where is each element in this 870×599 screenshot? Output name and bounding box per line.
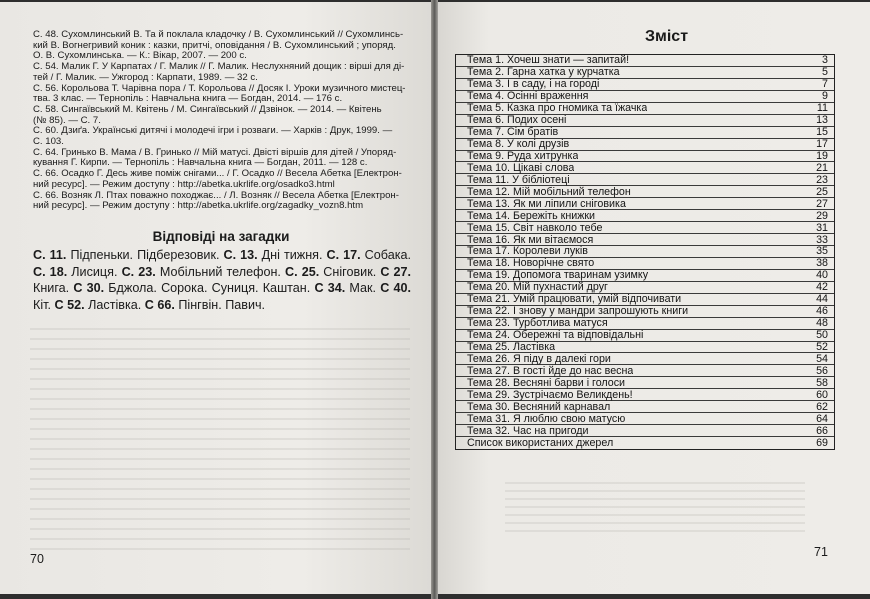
toc-row — [456, 270, 834, 282]
toc-entry-page: 7 — [822, 78, 828, 91]
answer-text: Лисиця. — [67, 264, 122, 279]
toc-entry-title: Тема 23. Турботлива матуся — [467, 317, 608, 330]
toc-entry-page: 13 — [816, 114, 828, 127]
toc-entry-page: 27 — [816, 197, 828, 210]
answer-page-ref: С 52. — [54, 297, 85, 312]
toc-row — [456, 318, 834, 330]
toc-entry-title: Тема 3. І в саду, і на городі — [467, 78, 600, 91]
toc-entry-title: Тема 2. Гарна хатка у курчатка — [467, 66, 620, 79]
toc-entry-title: Тема 12. Мій мобільний телефон — [467, 185, 631, 198]
toc-entry-page: 11 — [816, 102, 828, 115]
toc-entry-page: 40 — [816, 269, 828, 282]
toc-entry-page: 66 — [816, 424, 828, 437]
answer-page-ref: С. 23. — [121, 264, 156, 279]
toc-entry-page: 48 — [816, 317, 828, 330]
toc-entry-title: Тема 29. Зустрічаємо Великдень! — [467, 388, 633, 401]
toc-entry-title: Тема 7. Сім братів — [467, 126, 559, 139]
toc-row — [456, 115, 834, 127]
answer-page-ref: С. 13. — [223, 248, 258, 262]
toc-entry-page: 69 — [816, 436, 828, 449]
reference-line: С. 54. Малик Г. У Карпатах / Г. Малик // Г. Малик. Неслухняний дощик : вірші для ді- — [33, 61, 405, 73]
references-list — [33, 30, 409, 212]
table-of-contents — [455, 54, 835, 450]
toc-entry-title: Тема 11. У бібліотеці — [467, 173, 570, 186]
toc-entry-page: 56 — [816, 364, 828, 377]
toc-row — [456, 103, 834, 115]
toc-row — [456, 401, 834, 413]
toc-entry-title: Тема 20. Мій пухнастий друг — [467, 281, 608, 294]
toc-entry-page: 17 — [816, 138, 828, 151]
toc-entry-page: 35 — [816, 245, 828, 258]
answer-page-ref: С 27. — [380, 264, 412, 279]
answer-page-ref: С. 11. — [33, 248, 67, 262]
answer-page-ref: С. 18. — [33, 264, 68, 279]
toc-entry-title: Тема 5. Казка про гномика та їжачка — [467, 102, 648, 115]
toc-row — [456, 342, 834, 354]
answer-text: Дні тижня. — [257, 248, 327, 262]
toc-row — [456, 258, 834, 270]
answer-page-ref: С. 17. — [326, 248, 361, 262]
answer-text: Сніговик. — [319, 264, 381, 279]
toc-entry-title: Тема 27. В гості йде до нас весна — [467, 364, 634, 377]
toc-row — [456, 127, 834, 139]
toc-row — [456, 79, 834, 91]
toc-entry-title: Тема 13. Як ми ліпили сніговика — [467, 197, 626, 210]
reference-line: С. 64. Гринько В. Мама / В. Гринько // Мій матусі. Двісті віршів для дітей / Упоряд- — [33, 146, 397, 158]
answer-text: Підпеньки. Підберезовик. — [66, 248, 224, 262]
toc-entry-page: 38 — [816, 257, 828, 270]
toc-entry-page: 62 — [816, 400, 828, 413]
toc-title: Зміст — [645, 28, 689, 45]
toc-row — [456, 294, 834, 306]
reference-line: тей / Г. Малик. — Ужгород : Карпати, 1989. — 32 с. — [33, 71, 258, 83]
reference-line: кий В. Вогнегривий коник : казки, притчі, оповідання / В. Сухомлинський ; упоряд. — [33, 39, 396, 51]
toc-row — [456, 330, 834, 342]
toc-entry-page: 21 — [816, 161, 828, 174]
toc-row — [456, 174, 834, 186]
reference-line: С. 66. Возняк Л. Птах поважно походжає... / Л. Возняк // Весела Абетка [Електрон- — [33, 189, 399, 201]
book-gutter — [431, 0, 438, 599]
toc-entry-title: Тема 24. Обережні та відповідальні — [467, 329, 644, 342]
toc-entry-title: Тема 17. Королеви луків — [467, 245, 588, 258]
reference-line: С. 56. Корольова Т. Чарівна пора / Т. Корольова // Досяк І. Уроки музичного мистец- — [33, 82, 406, 94]
toc-row — [456, 151, 834, 163]
toc-entry-title: Тема 10. Цікаві слова — [467, 161, 575, 174]
toc-entry-page: 31 — [816, 221, 828, 234]
bleed-through-texture-right — [505, 476, 805, 536]
answer-text: Мак. — [345, 281, 381, 296]
toc-row — [456, 437, 834, 449]
toc-entry-title: Тема 1. Хочеш знати — запитай! — [467, 54, 630, 67]
answer-text: Книга. — [33, 281, 74, 296]
reference-line: С. 66. Осадко Г. Десь живе поміж снігами... / Г. Осадко // Весела Абетка [Електрон- — [33, 168, 402, 180]
toc-entry-title: Тема 19. Допомога тваринам узимку — [467, 269, 649, 282]
toc-entry-page: 15 — [816, 126, 828, 139]
toc-row — [456, 389, 834, 401]
toc-entry-page: 64 — [816, 412, 828, 425]
toc-entry-title: Тема 15. Світ навколо тебе — [467, 221, 603, 234]
toc-entry-page: 54 — [816, 352, 828, 365]
toc-entry-title: Тема 6. Подих осені — [467, 114, 567, 127]
answer-page-ref: С 40. — [380, 281, 411, 296]
toc-row — [456, 222, 834, 234]
toc-entry-title: Тема 22. І знову у мандри запрошують книги — [467, 305, 689, 318]
toc-entry-page: 42 — [816, 281, 828, 294]
toc-row — [456, 210, 834, 222]
toc-entry-title: Тема 18. Новорічне свято — [467, 257, 595, 270]
page-number-left: 70 — [30, 552, 44, 566]
toc-row — [456, 198, 834, 210]
reference-line: (№ 85). — С. 7. — [33, 114, 101, 126]
toc-entry-title: Тема 30. Весняний карнавал — [467, 400, 611, 413]
toc-entry-title: Тема 32. Час на пригоди — [467, 424, 589, 437]
reference-line: ний ресурс]. — Режим доступу : http://abetka.ukrlife.org/osadko3.html — [33, 178, 335, 190]
answer-text: Ластівка. — [84, 297, 145, 312]
toc-entry-page: 23 — [816, 173, 828, 186]
toc-row — [456, 306, 834, 318]
answer-text: Мобільний телефон. — [155, 264, 286, 279]
toc-entry-title: Тема 9. Руда хитрунка — [467, 149, 579, 162]
reference-line: кування Г. Кирпи. — Тернопіль : Навчальна книга — Богдан, 2011. — 128 с. — [33, 157, 368, 169]
reference-line: С. 48. Сухомлинський В. Та й поклала кладочку / В. Сухомлинський // Сухомлинсь- — [33, 29, 404, 40]
toc-row — [456, 246, 834, 258]
toc-entry-title: Тема 8. У колі друзів — [467, 138, 570, 151]
toc-entry-page: 33 — [816, 233, 828, 246]
toc-row — [456, 365, 834, 377]
toc-entry-title: Тема 25. Ластівка — [467, 340, 556, 353]
toc-entry-title: Тема 4. Осінні враження — [467, 90, 589, 103]
toc-row — [456, 425, 834, 437]
toc-entry-page: 44 — [816, 293, 828, 306]
toc-entry-page: 9 — [822, 90, 828, 103]
toc-row — [456, 282, 834, 294]
toc-row — [456, 413, 834, 425]
toc-entry-title: Тема 26. Я піду в далекі гори — [467, 352, 611, 365]
toc-entry-page: 19 — [816, 149, 828, 162]
toc-row — [456, 139, 834, 151]
toc-row — [456, 186, 834, 198]
toc-entry-page: 25 — [816, 185, 828, 198]
toc-row — [456, 91, 834, 103]
toc-row — [456, 353, 834, 365]
answer-page-ref: С 34. — [314, 281, 346, 296]
toc-entry-page: 5 — [822, 66, 828, 79]
toc-entry-page: 46 — [816, 305, 828, 318]
toc-entry-title: Список використаних джерел — [467, 436, 614, 449]
reference-line: С. 60. Дзиґа. Українські дитячі і молодечі ігри і розваги. — Харків : Друк, 1999. — — [33, 125, 393, 137]
reference-line: ний ресурс]. — Режим доступу : http://abetka.ukrlife.org/zagadky_vozn8.htm — [33, 200, 364, 212]
toc-entry-page: 3 — [822, 54, 828, 67]
answer-page-ref: С 66. — [144, 297, 175, 312]
answer-text: Пінгвін. Павич. — [174, 297, 266, 312]
page-number-right: 71 — [814, 545, 828, 559]
toc-entry-page: 60 — [816, 388, 828, 401]
toc-entry-title: Тема 31. Я люблю свою матусю — [467, 412, 626, 425]
reference-line: О. В. Сухомлинська. — К.: Вікар, 2007. — 200 с. — [33, 50, 247, 62]
answer-page-ref: С 30. — [73, 281, 105, 296]
answer-text: Собака. — [360, 248, 411, 262]
answer-text: Кіт. — [33, 297, 55, 312]
toc-entry-page: 58 — [816, 376, 828, 389]
toc-entry-title: Тема 14. Бережіть книжки — [467, 209, 595, 222]
toc-entry-page: 52 — [816, 340, 828, 353]
toc-row — [456, 55, 834, 67]
bleed-through-texture — [30, 320, 410, 550]
toc-row — [456, 67, 834, 79]
toc-row — [456, 377, 834, 389]
answers-title: Відповіді на загадки — [152, 229, 290, 244]
toc-entry-title: Тема 21. Умій працювати, умій відпочивати — [467, 293, 682, 306]
answer-page-ref: С. 25. — [285, 264, 320, 279]
reference-line: С. 103. — [33, 136, 64, 148]
toc-entry-title: Тема 28. Весняні барви і голоси — [467, 376, 626, 389]
toc-row — [456, 234, 834, 246]
riddle-answers — [33, 247, 411, 313]
reference-line: тва. 3 клас. — Тернопіль : Навчальна книга — Богдан, 2014. — 176 с. — [33, 93, 343, 105]
answer-text: Бджола. Сорока. Суниця. Каштан. — [104, 281, 315, 296]
toc-entry-page: 29 — [816, 209, 828, 222]
toc-row — [456, 162, 834, 174]
toc-entry-page: 50 — [816, 329, 828, 342]
toc-entry-title: Тема 16. Як ми вітаємося — [467, 233, 594, 246]
reference-line: С. 58. Сингаївський М. Квітень / М. Сингаївський // Дзвінок. — 2014. — Квітень — [33, 103, 382, 115]
